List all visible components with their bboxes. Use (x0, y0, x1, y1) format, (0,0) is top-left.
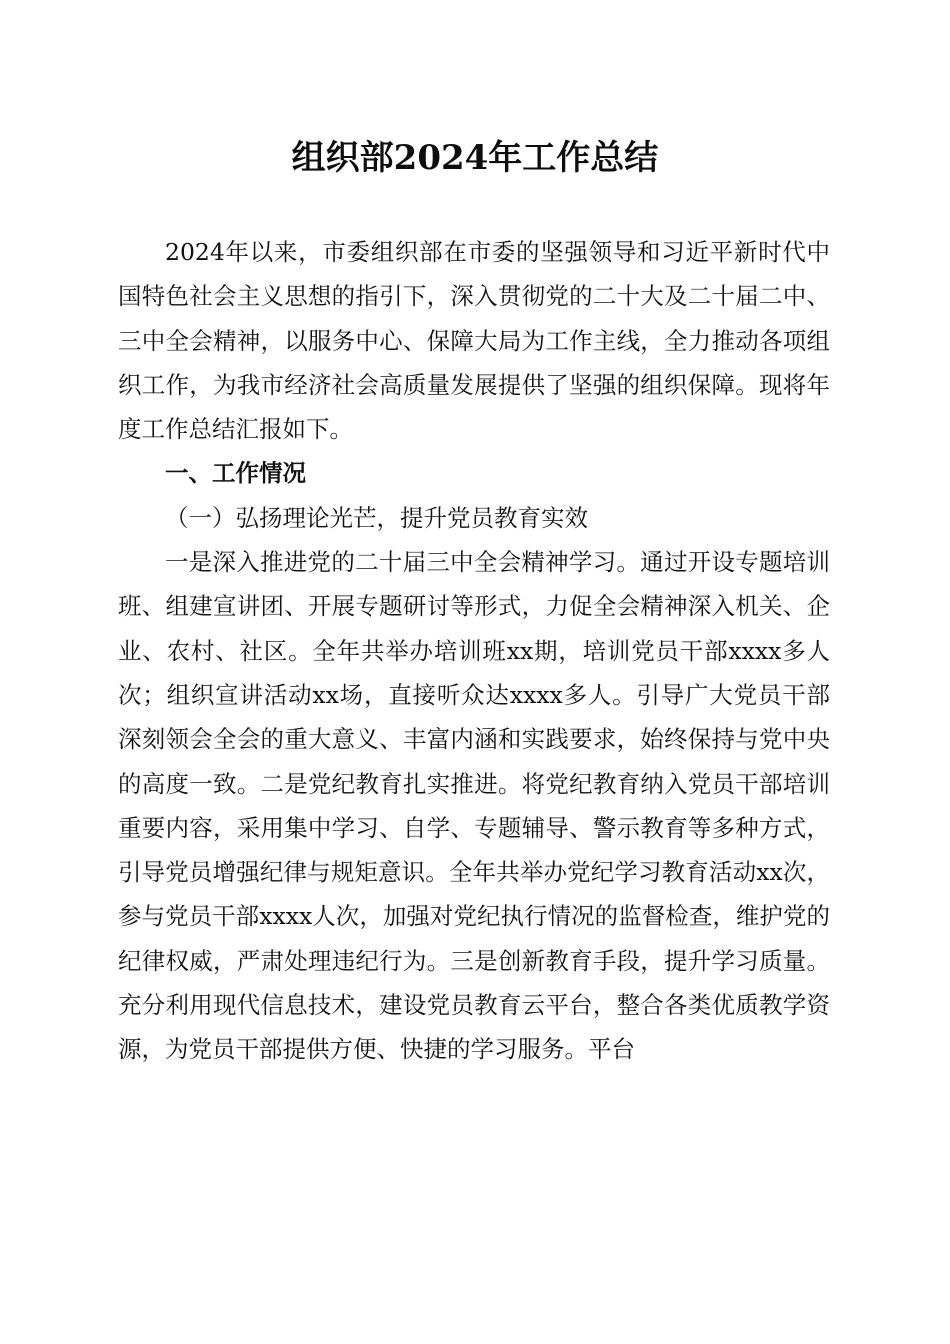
body-paragraph: 一是深入推进党的二十届三中全会精神学习。通过开设专题培训班、组建宣讲团、开展专题研讨等形式，力促全会精神深入机关、企业、农村、社区。全年共举办培训班xx期，培训党员干部xxxx多人次；组织宣讲活动xx场，直接听众达xxxx多人。引导广大党员干部深刻领会全会的重大意义、丰富内涵和实践要求，始终保持与党中央的高度一致。二是党纪教育扎实推进。将党纪教育纳入党员干部培训重要内容，采用集中学习、自学、专题辅导、警示教育等多种方式，引导党员增强纪律与规矩意识。全年共举办党纪学习教育活动xx次，参与党员干部xxxx人次，加强对党纪执行情况的监督检查，维护党的纪律权威，严肃处理违纪行为。三是创新教育手段，提升学习质量。充分利用现代信息技术，建设党员教育云平台，整合各类优质教学资源，为党员干部提供方便、快捷的学习服务。平台 (118, 548, 830, 1064)
page-title: 组织部2024年工作总结 (291, 138, 659, 178)
subsection-heading: （一）弘扬理论光芒，提升党员教育实效 (165, 503, 588, 532)
document-body (118, 230, 830, 1072)
intro-paragraph: 2024年以来，市委组织部在市委的坚强领导和习近平新时代中国特色社会主义思想的指引下，深入贯彻党的二十大及二十届二中、三中全会精神，以服务中心、保障大局为工作主线，全力推动各项组织工作，为我市经济社会高质量发展提供了坚强的组织保障。现将年度工作总结汇报如下。 (118, 238, 830, 444)
section-heading: 一、工作情况 (165, 459, 306, 488)
